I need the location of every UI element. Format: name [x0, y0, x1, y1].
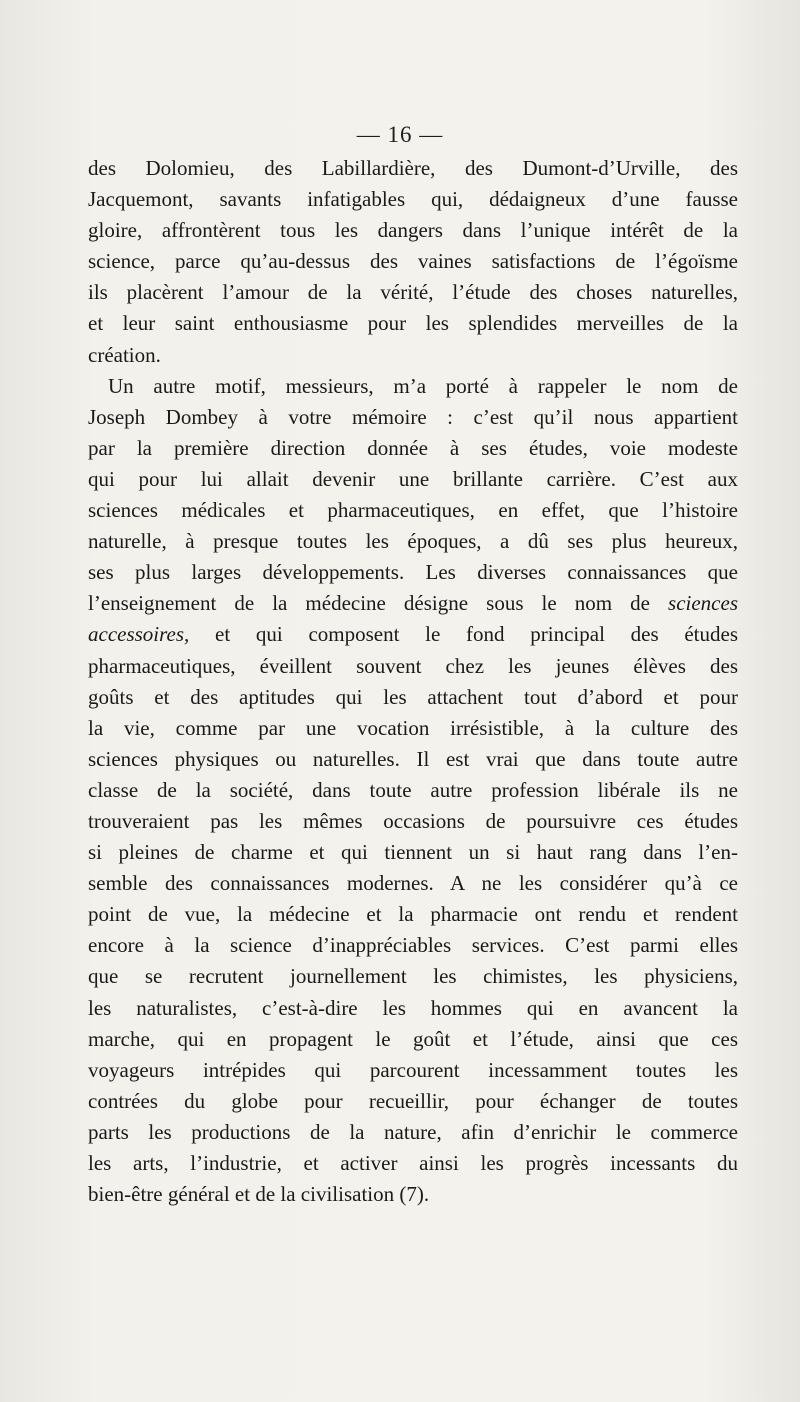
text-line: gloire, affrontèrent tous les dangers dans l’unique intérêt de la	[88, 218, 738, 243]
text-line: pharmaceutiques, éveillent souvent chez les jeunes élèves des	[88, 653, 738, 678]
text-line: voyageurs intrépides qui parcourent incessamment toutes les	[88, 1057, 738, 1082]
text-line: semble des connaissances modernes. A ne les considérer qu’à ce	[88, 871, 738, 896]
text-line: ses plus larges développements. Les diverses connaissances que	[88, 560, 738, 585]
text-line-with-italic	[88, 588, 738, 619]
text-line: les arts, l’industrie, et activer ainsi les progrès incessants du	[88, 1151, 738, 1175]
text-line: si pleines de charme et qui tiennent un si haut rang dans l’en-	[88, 840, 738, 865]
text-line: création.	[88, 342, 161, 367]
text-line: Jacquemont, savants infatigables qui, dédaigneux d’une fausse	[88, 187, 738, 212]
text-line: science, parce qu’au-dessus des vaines satisfactions de l’égoïsme	[88, 249, 738, 274]
text-line: des Dolomieu, des Labillardière, des Dumont-d’Urville, des	[88, 156, 738, 180]
text-line: parts les productions de la nature, afin d’enrichir le commerce	[88, 1119, 738, 1144]
text-line: Un autre motif, messieurs, m’a porté à rappeler le nom de	[108, 373, 738, 398]
text-line: Joseph Dombey à votre mémoire : c’est qu’il nous appartient	[88, 404, 738, 429]
text-line: goûts et des aptitudes qui les attachent tout d’abord et pour	[88, 684, 738, 709]
text-line-with-italic	[88, 619, 738, 650]
body-text	[88, 153, 738, 1210]
text-line: bien-être général et de la civilisation (7).	[88, 1182, 430, 1207]
text-line: marche, qui en propagent le goût et l’étude, ainsi que ces	[88, 1026, 738, 1051]
italic-term: accessoires,	[88, 622, 190, 647]
text-line: par la première direction donnée à ses études, voie modeste	[88, 435, 738, 460]
text-line: et leur saint enthousiasme pour les splendides merveilles de la	[88, 311, 738, 336]
text-segment: et qui composent le fond principal des études	[215, 622, 739, 647]
text-line: encore à la science d’inappréciables services. C’est parmi elles	[88, 933, 738, 958]
italic-term: sciences	[668, 591, 738, 616]
text-line: qui pour lui allait devenir une brillante carrière. C’est aux	[88, 466, 738, 491]
text-line: sciences physiques ou naturelles. Il est vrai que dans toute autre	[88, 746, 738, 771]
page-number: — 16 —	[356, 122, 444, 147]
text-line: sciences médicales et pharmaceutiques, en effet, que l’histoire	[88, 498, 738, 523]
text-segment: l’enseignement de la médecine désigne sous le nom de	[88, 591, 650, 616]
paragraph-1	[88, 153, 738, 371]
text-line: naturelle, à presque toutes les époques, a dû ses plus heureux,	[88, 529, 738, 554]
text-line: contrées du globe pour recueillir, pour échanger de toutes	[88, 1088, 738, 1113]
text-line: point de vue, la médecine et la pharmacie ont rendu et rendent	[88, 902, 738, 927]
text-line: que se recrutent journellement les chimistes, les physiciens,	[88, 964, 738, 989]
text-line: classe de la société, dans toute autre profession libérale ils ne	[88, 777, 738, 802]
text-line: trouveraient pas les mêmes occasions de poursuivre ces études	[88, 808, 738, 833]
text-line: la vie, comme par une vocation irrésistible, à la culture des	[88, 715, 738, 740]
paragraph-2	[88, 371, 738, 1211]
text-line: ils placèrent l’amour de la vérité, l’étude des choses naturelles,	[88, 280, 738, 305]
text-line: les naturalistes, c’est-à-dire les hommes qui en avancent la	[88, 995, 738, 1020]
